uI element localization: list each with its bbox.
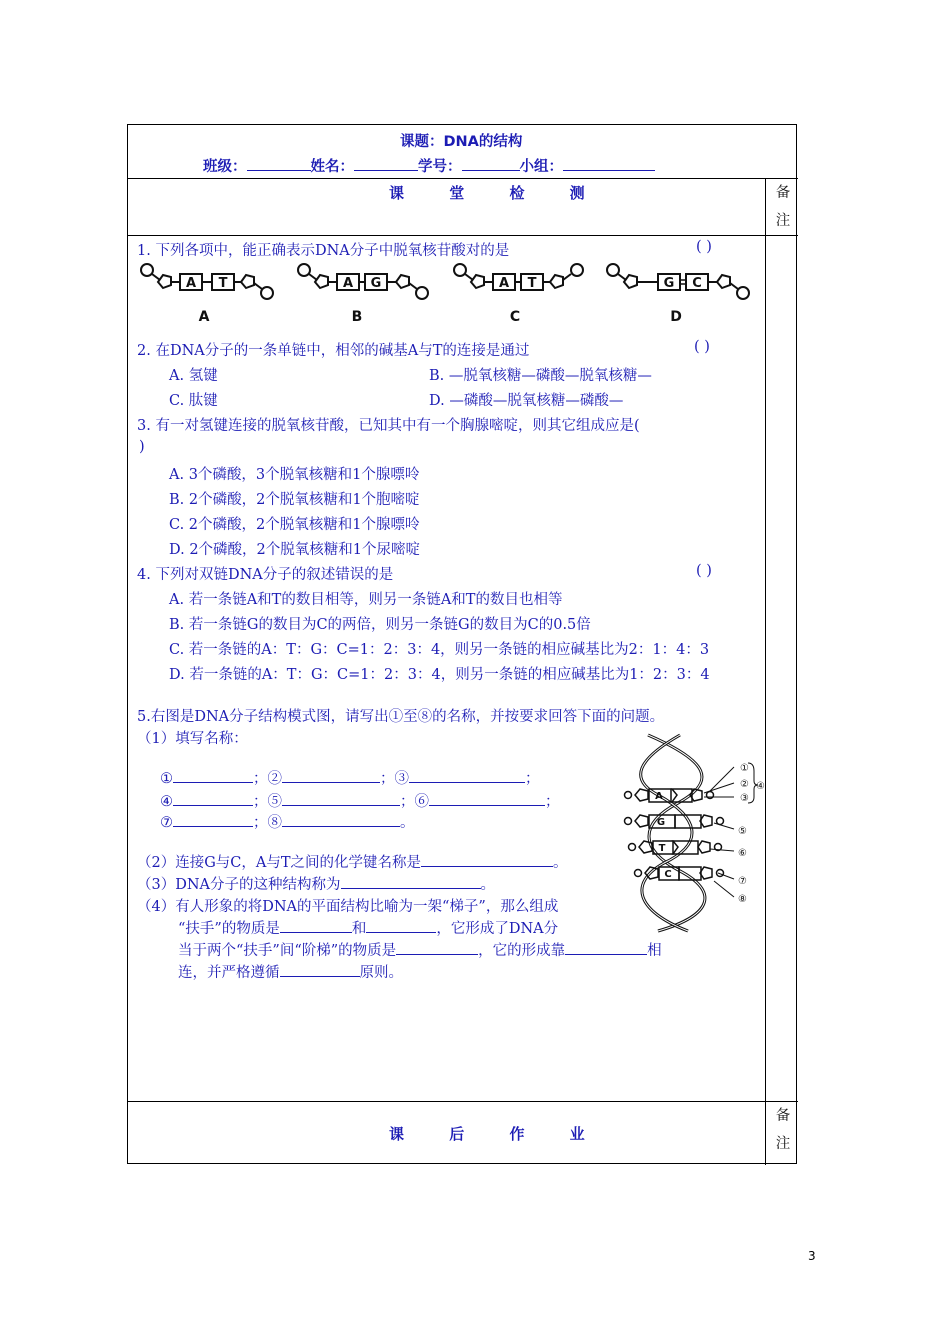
name-label: 姓名： [310, 159, 354, 175]
q5-sub1: （1）填写名称： [137, 731, 248, 747]
section-title-homework: 课 后 作 业 [389, 1125, 605, 1143]
blank-structure[interactable] [341, 875, 481, 889]
worksheet-table [127, 124, 797, 1164]
blank-handrail-2[interactable] [366, 919, 436, 933]
question-5-text: 5.右图是DNA分子结构模式图，请写出①至⑧的名称，并按要求回答下面的问题。 [137, 709, 665, 725]
blank-6[interactable] [429, 792, 545, 806]
q4-option-a: A. 若一条链A和T的数目相等，则另一条链A和T的数目也相等 [169, 592, 563, 608]
name-field[interactable] [354, 157, 418, 171]
class-label: 班级： [203, 159, 247, 175]
blank-7[interactable] [173, 813, 253, 827]
question-3-text: 3. 有一对氢键连接的脱氧核苷酸，已知其中有一个胸腺嘧啶，则其它组成应是( [137, 418, 640, 434]
remark-label: 备 注 [775, 1108, 791, 1152]
svg-text:T: T [658, 843, 666, 854]
divider [128, 1101, 798, 1102]
q5-sub3: （3）DNA分子的这种结构称为 。 [137, 877, 496, 893]
dna-structure-diagram [618, 731, 764, 935]
q5-sub4a: （4）有人形象的将DNA的平面结构比喻为一架“梯子”，那么组成 [137, 899, 559, 915]
group-label: 小组： [519, 159, 563, 175]
group-field[interactable] [563, 157, 655, 171]
q4-option-b: B. 若一条链G的数目为C的两倍，则另一条链G的数目为C的0.5倍 [169, 617, 591, 633]
svg-text:C: C [692, 276, 702, 291]
svg-text:⑦: ⑦ [738, 876, 747, 887]
question-1-text: 1. 下列各项中，能正确表示DNA分子中脱氧核苷酸对的是 [137, 243, 510, 259]
q4-option-d: D. 若一条链的A：T：G：C=1：2：3：4，则另一条链的相应碱基比为1：2：3：4 [169, 667, 710, 683]
blank-4[interactable] [173, 792, 253, 806]
answer-paren: ( ) [696, 563, 712, 579]
q3-option-b: B. 2个磷酸，2个脱氧核糖和1个胞嘧啶 [169, 492, 420, 508]
svg-text:⑤: ⑤ [738, 826, 747, 837]
svg-text:G: G [663, 276, 675, 291]
svg-text:③: ③ [740, 793, 749, 804]
q5-sub4c: 当于两个“扶手”间“阶梯”的物质是 ，它的形成靠 相 [178, 943, 662, 959]
blank-bond[interactable] [421, 853, 553, 867]
q2-option-c: C. 肽键 [169, 393, 218, 409]
blank-5[interactable] [282, 792, 400, 806]
svg-text:G: G [370, 276, 382, 291]
option-a-figure [141, 264, 273, 325]
q5-sub4b: “扶手”的物质是 和 ，它形成了DNA分 [178, 921, 559, 937]
remark-divider [765, 178, 766, 1165]
question-4-text: 4. 下列对双链DNA分子的叙述错误的是 [137, 567, 394, 583]
svg-text:⑥: ⑥ [738, 848, 747, 859]
id-field[interactable] [462, 157, 520, 171]
blank-1[interactable] [173, 769, 253, 783]
svg-text:T: T [218, 276, 228, 291]
blank-principle[interactable] [280, 963, 360, 977]
svg-text:A: A [342, 276, 354, 291]
svg-text:①: ① [740, 763, 749, 774]
q2-option-b: B. —脱氧核糖—磷酸—脱氧核糖— [429, 368, 652, 384]
q4-option-c: C. 若一条链的A：T：G：C=1：2：3：4，则另一条链的相应碱基比为2：1：4：3 [169, 642, 710, 658]
q3-option-a: A. 3个磷酸，3个脱氧核糖和1个腺嘌呤 [169, 467, 420, 483]
option-c-label: C [509, 309, 521, 325]
question-3-text-cont: ) [139, 439, 145, 455]
class-field[interactable] [247, 157, 311, 171]
fill-row-3: ⑦ ；⑧ 。 [160, 815, 415, 831]
blank-2[interactable] [282, 769, 380, 783]
option-d-figure [607, 264, 749, 325]
svg-text:C: C [664, 869, 672, 880]
svg-text:②: ② [740, 779, 749, 790]
option-c-figure [454, 264, 583, 325]
option-b-label: B [351, 309, 363, 325]
answer-paren: ( ) [694, 339, 710, 355]
blank-step[interactable] [396, 941, 478, 955]
q5-sub2: （2）连接G与C，A与T之间的化学键名称是 。 [137, 855, 568, 871]
svg-text:A: A [185, 276, 197, 291]
remark-label: 备 注 [775, 185, 791, 229]
blank-bond-2[interactable] [565, 941, 647, 955]
id-label: 学号： [418, 159, 462, 175]
divider [128, 178, 798, 179]
page-title: 课题：DNA的结构 [400, 134, 523, 150]
blank-handrail-1[interactable] [280, 919, 352, 933]
svg-text:④: ④ [756, 781, 765, 792]
option-d-label: D [670, 309, 682, 325]
blank-8[interactable] [282, 813, 400, 827]
blank-3[interactable] [409, 769, 525, 783]
svg-text:A: A [655, 791, 663, 802]
option-b-figure [298, 264, 428, 325]
q3-option-c: C. 2个磷酸，2个脱氧核糖和1个腺嘌呤 [169, 517, 420, 533]
svg-text:T: T [527, 276, 537, 291]
nucleotide-options-figure [138, 261, 758, 327]
fill-row-2: ④ ；⑤ ；⑥ ； [160, 794, 560, 810]
fill-row-1: ① ；② ；③ ； [160, 771, 540, 787]
page-number: 3 [808, 1249, 816, 1263]
q2-option-d: D. —磷酸—脱氧核糖—磷酸— [429, 393, 624, 409]
q3-option-d: D. 2个磷酸，2个脱氧核糖和1个尿嘧啶 [169, 542, 421, 558]
q2-option-a: A. 氢键 [169, 368, 218, 384]
answer-paren: ( ) [696, 239, 712, 255]
student-info [203, 155, 655, 176]
divider [128, 235, 798, 236]
svg-text:A: A [498, 276, 510, 291]
question-2-text: 2. 在DNA分子的一条单链中，相邻的碱基A与T的连接是通过 [137, 343, 530, 359]
section-title-classroom: 课 堂 检 测 [389, 184, 605, 202]
svg-text:⑧: ⑧ [738, 894, 747, 905]
option-a-label: A [198, 309, 210, 325]
q5-sub4d: 连，并严格遵循 原则。 [178, 965, 403, 981]
svg-text:G: G [656, 817, 666, 828]
